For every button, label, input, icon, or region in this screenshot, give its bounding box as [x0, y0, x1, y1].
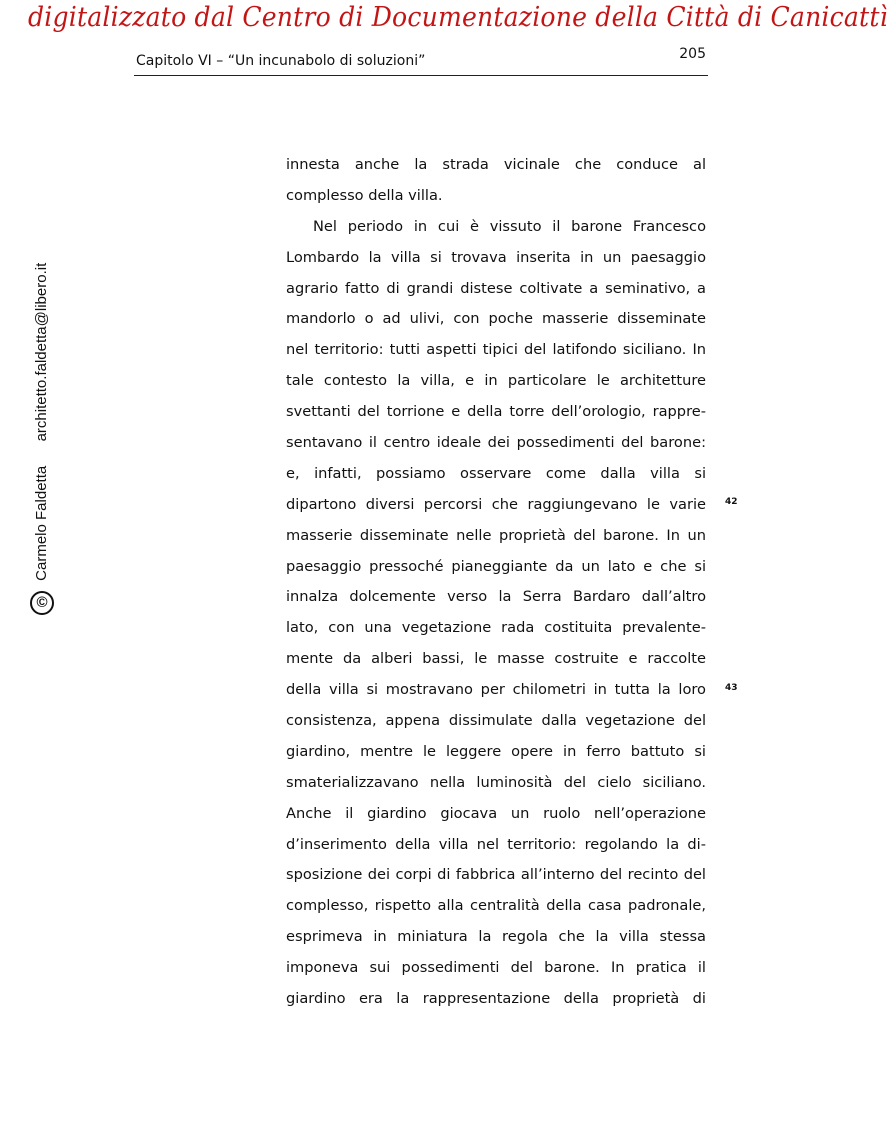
digitization-watermark: digitalizzato dal Centro di Documentazione della Città di Canicattì [28, 2, 888, 33]
margin-note-ref: 42 [725, 497, 738, 507]
margin-note-ref: 43 [725, 683, 738, 693]
author-name: Carmelo Faldetta [33, 465, 50, 581]
running-header [134, 45, 708, 76]
body-line: smaterializzavano nella luminosità del cielo siciliano. [286, 773, 706, 791]
body-line: imponeva sui possedimenti del barone. In pratica il [286, 959, 706, 977]
body-text [286, 150, 706, 1015]
copyright-icon: © [30, 591, 54, 615]
body-line: svettanti del torrione e della torre dell’orologio, rappre- [286, 403, 706, 421]
body-line: lato, con una vegetazione rada costituita prevalente- [286, 619, 706, 637]
body-line: masserie disseminate nelle proprietà del barone. In un [286, 526, 706, 544]
body-line: tale contesto la villa, e in particolare le architetture [286, 372, 706, 390]
body-line: giardino, mentre le leggere opere in ferro battuto si [286, 742, 706, 760]
body-line: innesta anche la strada vicinale che conduce al [286, 156, 706, 173]
page-number: 205 [679, 46, 706, 62]
body-line: sentavano il centro ideale dei possedimenti del barone: [286, 434, 706, 452]
copyright-credit [30, 255, 54, 615]
body-line: paesaggio pressoché pianeggiante da un lato e che si [286, 557, 706, 575]
body-line: Anche il giardino giocava un ruolo nell’operazione [286, 804, 706, 822]
body-line: mandorlo o ad ulivi, con poche masserie disseminate [286, 310, 706, 328]
body-line: giardino era la rappresentazione della proprietà di [286, 990, 706, 1008]
body-line: dipartono diversi percorsi che raggiungevano le varie [286, 495, 706, 513]
body-line: nel territorio: tutti aspetti tipici del latifondo siciliano. In [286, 341, 706, 359]
body-line: complesso, rispetto alla centralità della casa padronale, [286, 897, 706, 915]
body-line: sposizione dei corpi di fabbrica all’interno del recinto del [286, 866, 706, 884]
body-line: Nel periodo in cui è vissuto il barone Francesco [313, 217, 706, 235]
body-line: consistenza, appena dissimulate dalla vegetazione del [286, 712, 706, 730]
body-line: agrario fatto di grandi distese coltivate a seminativo, a [286, 279, 706, 297]
chapter-title: Capitolo VI – “Un incunabolo di soluzioni” [136, 53, 426, 69]
body-line: d’inserimento della villa nel territorio: regolando la di- [286, 835, 706, 853]
body-line: complesso della villa. [286, 186, 443, 204]
body-line: innalza dolcemente verso la Serra Bardaro dall’altro [286, 588, 706, 606]
body-line: della villa si mostravano per chilometri in tutta la loro [286, 681, 706, 699]
body-line: Lombardo la villa si trovava inserita in un paesaggio [286, 248, 706, 266]
author-email: architetto.faldetta@libero.it [33, 262, 50, 442]
body-line: mente da alberi bassi, le masse costruite e raccolte [286, 650, 706, 668]
body-line: esprimeva in miniatura la regola che la villa stessa [286, 928, 706, 946]
body-line: e, infatti, possiamo osservare come dalla villa si [286, 464, 706, 482]
